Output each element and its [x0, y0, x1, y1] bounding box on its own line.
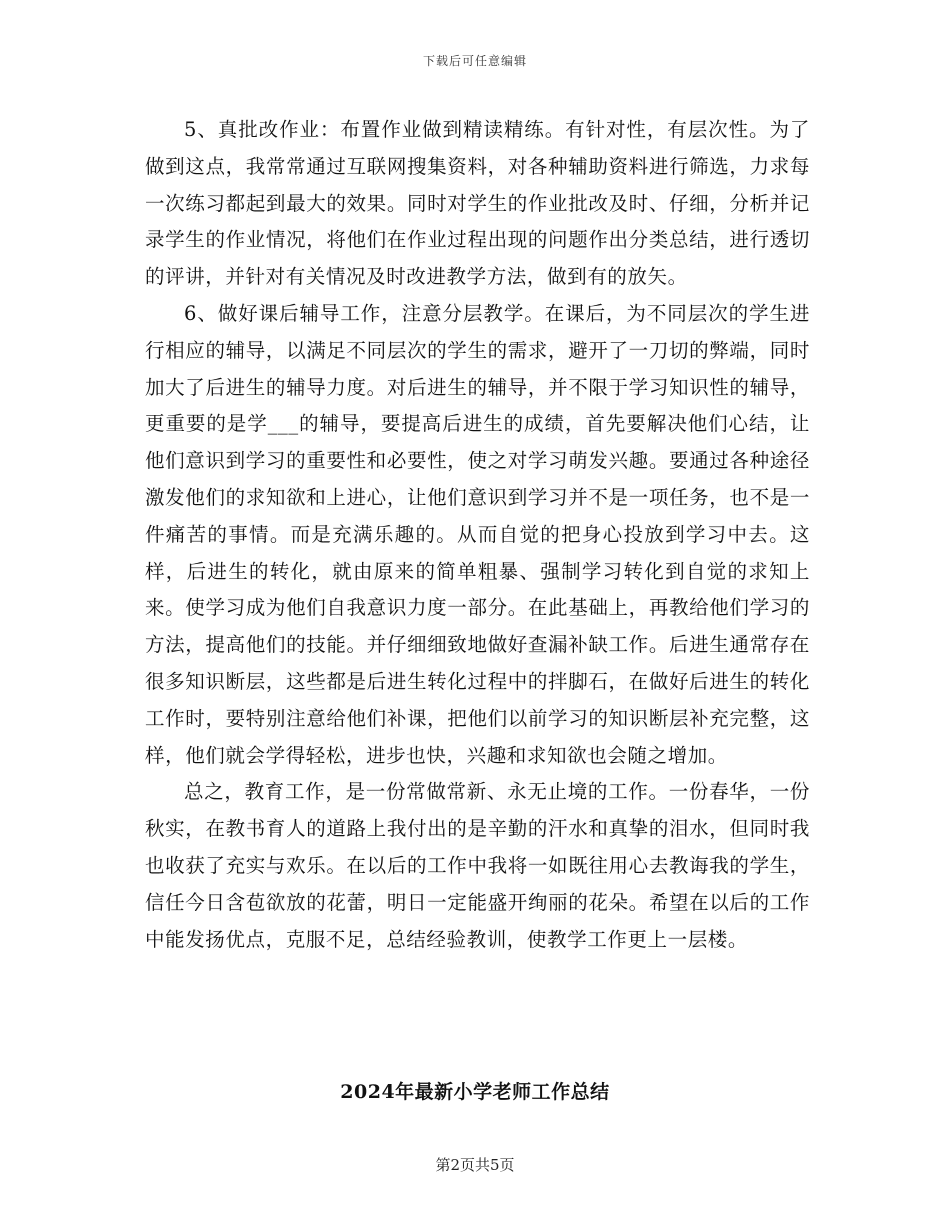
page-number-footer: 第2页共5页 [435, 1156, 515, 1174]
paragraph-homework: 5、真批改作业：布置作业做到精读精练。有针对性，有层次性。为了做到这点，我常常通过互联网搜集资料，对各种辅助资料进行筛选，力求每一次练习都起到最大的效果。同时对学生的作业批改及时、仔细，分析并记录学生的作业情况，将他们在作业过程出现的问题作出分类总结，进行透切的评讲，并针对有关情况及时改进教学方法，做到有的放矢。 [145, 118, 810, 289]
page-header: 下载后可任意编辑 [422, 54, 527, 68]
document-body [145, 112, 810, 958]
section-title: 2024年最新小学老师工作总结 [340, 1081, 610, 1103]
paragraph-tutoring: 6、做好课后辅导工作，注意分层教学。在课后，为不同层次的学生进行相应的辅导，以满足不同层次的学生的需求，避开了一刀切的弊端，同时加大了后进生的辅导力度。对后进生的辅导，并不限于学习知识性的辅导，更重要的是学___的辅导，要提高后进生的成绩，首先要解决他们心结，让他们意识到学习的重要性和必要性，使之对学习萌发兴趣。要通过各种途径激发他们的求知欲和上进心，让他们意识到学习并不是一项任务，也不是一件痛苦的事情。而是充满乐趣的。从而自觉的把身心投放到学习中去。这样，后进生的转化，就由原来的简单粗暴、强制学习转化到自觉的求知上来。使学习成为他们自我意识力度一部分。在此基础上，再教给他们学习的方法，提高他们的技能。并仔细细致地做好查漏补缺工作。后进生通常存在很多知识断层，这些都是后进生转化过程中的拌脚石，在做好后进生的转化工作时，要特别注意给他们补课，把他们以前学习的知识断层补充完整，这样，他们就会学得轻松，进步也快，兴趣和求知欲也会随之增加。 [145, 301, 810, 767]
paragraph-conclusion: 总之，教育工作，是一份常做常新、永无止境的工作。一份春华，一份秋实，在教书育人的道路上我付出的是辛勤的汗水和真挚的泪水，但同时我也收获了充实与欢乐。在以后的工作中我将一如既往用心去教诲我的学生，信任今日含苞欲放的花蕾，明日一定能盛开绚丽的花朵。希望在以后的工作中能发扬优点，克服不足，总结经验教训，使教学工作更上一层楼。 [145, 780, 810, 951]
